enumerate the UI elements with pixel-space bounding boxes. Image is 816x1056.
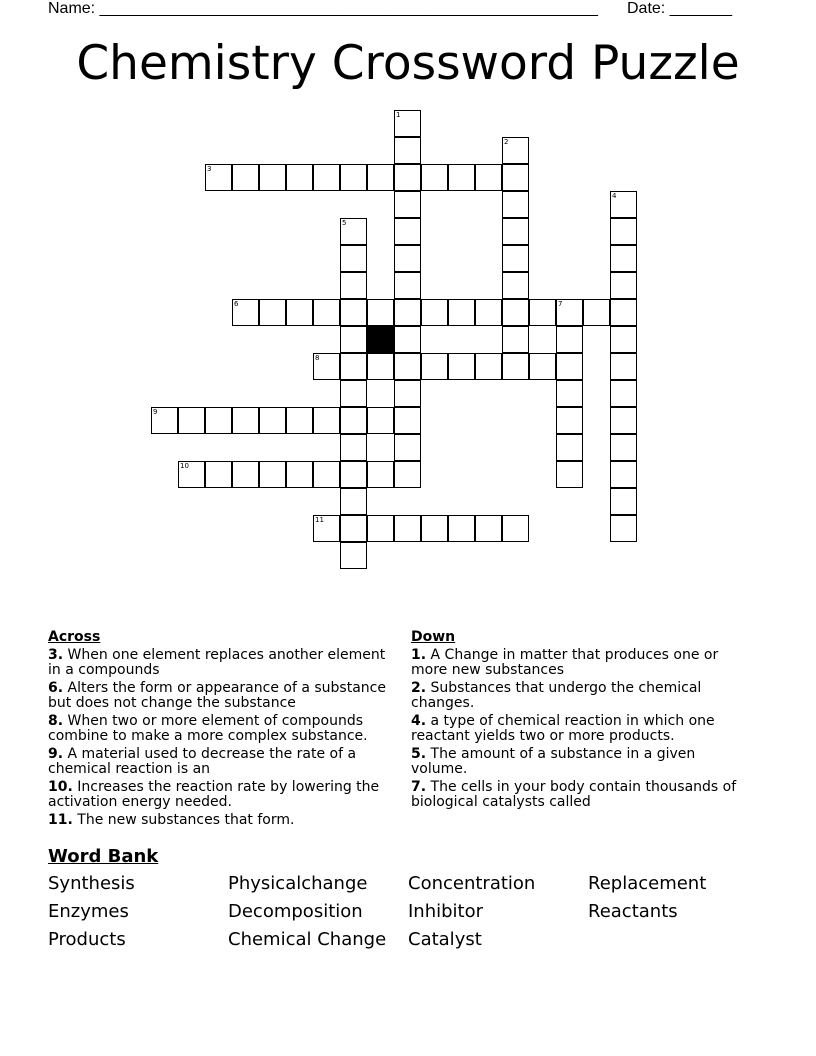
grid-cell[interactable] bbox=[178, 461, 205, 488]
grid-cell[interactable] bbox=[556, 353, 583, 380]
grid-cell[interactable] bbox=[421, 164, 448, 191]
grid-cell[interactable] bbox=[502, 137, 529, 164]
grid-cell[interactable] bbox=[529, 299, 556, 326]
grid-cell[interactable] bbox=[394, 353, 421, 380]
grid-cell[interactable] bbox=[610, 245, 637, 272]
grid-cell[interactable] bbox=[259, 461, 286, 488]
grid-cell[interactable] bbox=[502, 191, 529, 218]
grid-cell[interactable] bbox=[583, 299, 610, 326]
grid-cell[interactable] bbox=[367, 515, 394, 542]
grid-cell[interactable] bbox=[313, 515, 340, 542]
date-field-label: Date: _______ bbox=[627, 0, 732, 17]
word-bank-item: Products bbox=[48, 929, 126, 950]
grid-cell[interactable] bbox=[367, 407, 394, 434]
grid-cell[interactable] bbox=[448, 353, 475, 380]
grid-cell[interactable] bbox=[313, 299, 340, 326]
grid-cell[interactable] bbox=[610, 515, 637, 542]
grid-cell-number: 8 bbox=[315, 354, 320, 362]
grid-cell[interactable] bbox=[394, 272, 421, 299]
grid-cell[interactable] bbox=[232, 461, 259, 488]
grid-cell-number: 4 bbox=[612, 192, 617, 200]
grid-cell[interactable] bbox=[448, 164, 475, 191]
grid-cell[interactable] bbox=[259, 164, 286, 191]
down-heading: Down bbox=[411, 629, 456, 645]
grid-cell[interactable] bbox=[394, 461, 421, 488]
clue-number: 3. bbox=[48, 646, 64, 663]
grid-cell[interactable] bbox=[394, 407, 421, 434]
grid-cell[interactable] bbox=[610, 299, 637, 326]
clue-number: 1. bbox=[411, 646, 427, 663]
clue-number: 10. bbox=[48, 778, 73, 795]
clue-text: a type of chemical reaction in which one reactant yields two or more products. bbox=[411, 712, 715, 744]
clue-text: When two or more element of compounds combine to make a more complex substance. bbox=[48, 712, 368, 744]
grid-cell[interactable] bbox=[340, 218, 367, 245]
grid-cell[interactable] bbox=[502, 326, 529, 353]
word-bank-item: Concentration bbox=[408, 873, 536, 894]
grid-cell[interactable] bbox=[556, 461, 583, 488]
grid-cell[interactable] bbox=[502, 245, 529, 272]
clue-number: 4. bbox=[411, 712, 427, 729]
down-clue bbox=[411, 780, 756, 811]
grid-cell[interactable] bbox=[610, 380, 637, 407]
grid-cell[interactable] bbox=[610, 218, 637, 245]
grid-cell[interactable] bbox=[610, 272, 637, 299]
grid-cell[interactable] bbox=[286, 164, 313, 191]
grid-cell[interactable] bbox=[340, 164, 367, 191]
grid-cell[interactable] bbox=[394, 218, 421, 245]
grid-cell[interactable] bbox=[529, 353, 556, 380]
across-clue bbox=[48, 681, 398, 712]
grid-cell[interactable] bbox=[259, 299, 286, 326]
grid-cell[interactable] bbox=[313, 164, 340, 191]
word-bank-item: Replacement bbox=[588, 873, 707, 894]
clue-text: The cells in your body contain thousands of biological catalysts called bbox=[411, 778, 737, 810]
grid-cell[interactable] bbox=[421, 515, 448, 542]
word-bank-item: Physicalchange bbox=[228, 873, 368, 894]
grid-cell[interactable] bbox=[610, 434, 637, 461]
word-bank-item: Enzymes bbox=[48, 901, 129, 922]
grid-cell[interactable] bbox=[502, 164, 529, 191]
grid-cell-number: 6 bbox=[234, 300, 239, 308]
grid-cell[interactable] bbox=[286, 407, 313, 434]
grid-cell[interactable] bbox=[610, 353, 637, 380]
grid-cell-number: 5 bbox=[342, 219, 347, 227]
word-bank-item: Inhibitor bbox=[408, 901, 484, 922]
grid-cell[interactable] bbox=[475, 515, 502, 542]
word-bank-item: Synthesis bbox=[48, 873, 135, 894]
grid-cell[interactable] bbox=[556, 380, 583, 407]
word-bank-item: Chemical Change bbox=[228, 929, 387, 950]
grid-cell[interactable] bbox=[502, 353, 529, 380]
clue-text: Increases the reaction rate by lowering the activation energy needed. bbox=[48, 778, 380, 810]
grid-cell[interactable] bbox=[232, 299, 259, 326]
grid-cell[interactable] bbox=[394, 191, 421, 218]
grid-cell-number: 9 bbox=[153, 408, 158, 416]
grid-cell[interactable] bbox=[610, 488, 637, 515]
grid-cell[interactable] bbox=[178, 407, 205, 434]
across-clue-list bbox=[48, 648, 398, 829]
grid-cell[interactable] bbox=[340, 299, 367, 326]
grid-cell-number: 10 bbox=[180, 462, 189, 470]
clue-number: 11. bbox=[48, 811, 73, 828]
grid-cell[interactable] bbox=[502, 515, 529, 542]
grid-cell[interactable] bbox=[205, 164, 232, 191]
grid-cell[interactable] bbox=[610, 407, 637, 434]
grid-cell-number: 3 bbox=[207, 165, 212, 173]
grid-cell[interactable] bbox=[475, 164, 502, 191]
clue-text: Alters the form or appearance of a substance but does not change the substance bbox=[48, 679, 386, 711]
across-heading: Across bbox=[48, 629, 101, 645]
grid-cell[interactable] bbox=[556, 434, 583, 461]
grid-cell[interactable] bbox=[475, 299, 502, 326]
clue-number: 2. bbox=[411, 679, 427, 696]
grid-cell[interactable] bbox=[394, 110, 421, 137]
grid-cell[interactable] bbox=[259, 407, 286, 434]
grid-cell[interactable] bbox=[367, 299, 394, 326]
grid-cell[interactable] bbox=[502, 272, 529, 299]
grid-cell[interactable] bbox=[340, 326, 367, 353]
grid-cell[interactable] bbox=[421, 353, 448, 380]
grid-cell[interactable] bbox=[394, 245, 421, 272]
grid-cell[interactable] bbox=[340, 353, 367, 380]
page-title: Chemistry Crossword Puzzle bbox=[76, 36, 740, 91]
grid-cell[interactable] bbox=[448, 515, 475, 542]
clue-text: When one element replaces another element in a compounds bbox=[48, 646, 386, 678]
grid-cell[interactable] bbox=[367, 461, 394, 488]
clue-number: 6. bbox=[48, 679, 64, 696]
down-clue bbox=[411, 648, 756, 679]
grid-cell[interactable] bbox=[367, 164, 394, 191]
grid-cell[interactable] bbox=[394, 515, 421, 542]
grid-cell[interactable] bbox=[232, 164, 259, 191]
grid-cell[interactable] bbox=[340, 488, 367, 515]
clue-number: 8. bbox=[48, 712, 64, 729]
grid-cell[interactable] bbox=[610, 326, 637, 353]
grid-cell[interactable] bbox=[205, 461, 232, 488]
grid-cell[interactable] bbox=[286, 461, 313, 488]
grid-cell[interactable] bbox=[151, 407, 178, 434]
grid-cell[interactable] bbox=[610, 461, 637, 488]
across-clue bbox=[48, 714, 398, 745]
clue-number: 7. bbox=[411, 778, 427, 795]
clue-number: 9. bbox=[48, 745, 64, 762]
grid-cell[interactable] bbox=[448, 299, 475, 326]
grid-cell[interactable] bbox=[394, 434, 421, 461]
grid-block-cell bbox=[367, 326, 394, 353]
grid-cell[interactable] bbox=[610, 191, 637, 218]
word-bank-item: Reactants bbox=[588, 901, 678, 922]
grid-cell[interactable] bbox=[340, 461, 367, 488]
down-clue-list bbox=[411, 648, 756, 811]
clue-text: The new substances that form. bbox=[77, 811, 295, 828]
grid-cell[interactable] bbox=[340, 515, 367, 542]
grid-cell[interactable] bbox=[502, 218, 529, 245]
grid-cell[interactable] bbox=[367, 353, 394, 380]
word-bank-item: Catalyst bbox=[408, 929, 482, 950]
grid-cell-number: 1 bbox=[396, 111, 401, 119]
grid-cell[interactable] bbox=[340, 245, 367, 272]
across-clue bbox=[48, 648, 398, 679]
grid-cell[interactable] bbox=[502, 299, 529, 326]
grid-cell[interactable] bbox=[340, 542, 367, 569]
clue-text: The amount of a substance in a given volume. bbox=[411, 745, 696, 777]
grid-cell[interactable] bbox=[556, 407, 583, 434]
grid-cell[interactable] bbox=[394, 326, 421, 353]
across-clue bbox=[48, 813, 398, 829]
down-clue bbox=[411, 681, 756, 712]
grid-cell-number: 7 bbox=[558, 300, 563, 308]
grid-cell[interactable] bbox=[286, 299, 313, 326]
clue-number: 5. bbox=[411, 745, 427, 762]
grid-cell[interactable] bbox=[340, 272, 367, 299]
grid-cell[interactable] bbox=[556, 326, 583, 353]
grid-cell[interactable] bbox=[340, 434, 367, 461]
grid-cell[interactable] bbox=[394, 299, 421, 326]
down-clue bbox=[411, 714, 756, 745]
grid-cell[interactable] bbox=[394, 164, 421, 191]
grid-cell[interactable] bbox=[340, 407, 367, 434]
word-bank-title: Word Bank bbox=[48, 846, 159, 867]
down-clues bbox=[411, 630, 756, 813]
down-clue bbox=[411, 747, 756, 778]
clue-text: Substances that undergo the chemical changes. bbox=[411, 679, 702, 711]
name-field-label: Name: ________________________________________________________ bbox=[48, 0, 598, 17]
grid-cell-number: 2 bbox=[504, 138, 509, 146]
grid-cell[interactable] bbox=[313, 353, 340, 380]
grid-cell[interactable] bbox=[340, 380, 367, 407]
across-clues bbox=[48, 630, 398, 830]
clue-text: A material used to decrease the rate of a chemical reaction is an bbox=[48, 745, 357, 777]
grid-cell-number: 11 bbox=[315, 516, 324, 524]
grid-cell[interactable] bbox=[421, 299, 448, 326]
grid-cell[interactable] bbox=[205, 407, 232, 434]
clue-text: A Change in matter that produces one or more new substances bbox=[411, 646, 719, 678]
grid-cell[interactable] bbox=[232, 407, 259, 434]
grid-cell[interactable] bbox=[394, 380, 421, 407]
grid-cell[interactable] bbox=[556, 299, 583, 326]
grid-cell[interactable] bbox=[313, 461, 340, 488]
across-clue bbox=[48, 780, 398, 811]
across-clue bbox=[48, 747, 398, 778]
grid-cell[interactable] bbox=[394, 137, 421, 164]
grid-cell[interactable] bbox=[313, 407, 340, 434]
word-bank-item: Decomposition bbox=[228, 901, 363, 922]
grid-cell[interactable] bbox=[475, 353, 502, 380]
